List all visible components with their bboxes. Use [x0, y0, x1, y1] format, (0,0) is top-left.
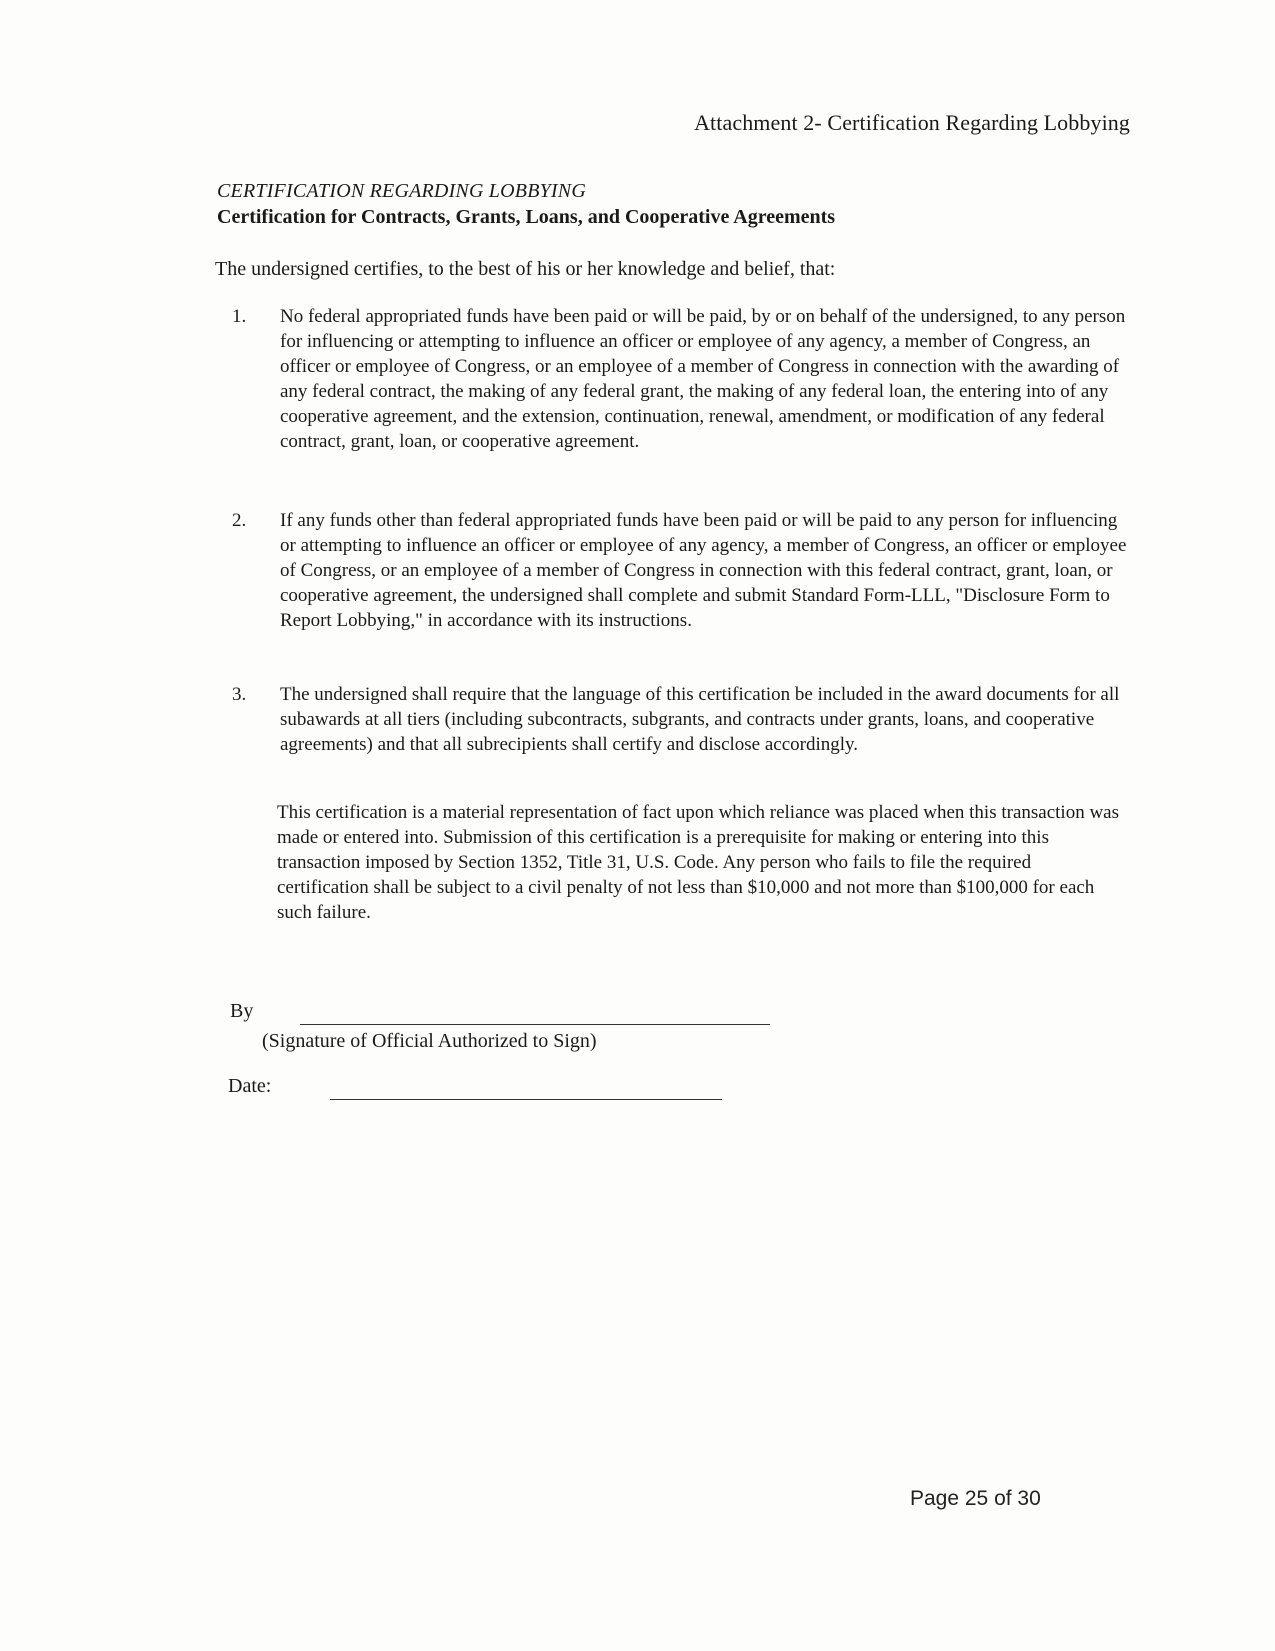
list-item — [232, 682, 1132, 757]
list-item-text: The undersigned shall require that the language of this certification be included in the award documents for all subawards at all tiers (including subcontracts, subgrants, and contracts under grants, loans, and cooperative agreements) and that all subrecipients shall certify and disclose accordingly. — [280, 684, 1120, 755]
certification-title: CERTIFICATION REGARDING LOBBYING — [217, 180, 586, 202]
list-item-text: No federal appropriated funds have been paid or will be paid, by or on behalf of the undersigned, to any person for influencing or attempting to influence an officer or employee of any agency, a member of Congress, an officer or employee of Congress, or an employee of a member of Congress in connection with the awarding of any federal contract, the making of any federal grant, the making of any federal loan, the entering into of any cooperative agreement, and the extension, continuation, renewal, amendment, or modification of any federal contract, grant, loan, or cooperative agreement. — [280, 306, 1126, 452]
list-item-number: 1. — [232, 306, 247, 327]
closing-paragraph: This certification is a material representation of fact upon which reliance was placed when this transaction was made or entered into. Submission of this certification is a prerequisite for making or entering into this transaction imposed by Section 1352, Title 31, U.S. Code. Any person who fails to file the required certification shall be subject to a civil penalty of not less than $10,000 and not more than $100,000 for each such failure. — [277, 802, 1120, 923]
list-item-text: If any funds other than federal appropriated funds have been paid or will be paid to any person for influencing or attempting to influence an officer or employee of any agency, a member of Congress, an officer or employee of Congress, or an employee of a member of Congress in connection with this federal contract, grant, loan, or cooperative agreement, the undersigned shall complete and submit Standard Form-LLL, "Disclosure Form to Report Lobbying," in accordance with its instructions. — [280, 510, 1127, 631]
signature-line[interactable] — [300, 1024, 770, 1025]
intro-statement: The undersigned certifies, to the best of his or her knowledge and belief, that: — [215, 258, 836, 280]
list-item — [232, 508, 1132, 633]
list-item-number: 2. — [232, 510, 247, 531]
list-item-number: 3. — [232, 684, 247, 705]
date-line[interactable] — [330, 1099, 722, 1100]
list-item — [232, 304, 1132, 454]
attachment-header: Attachment 2- Certification Regarding Lobbying — [694, 110, 1130, 135]
by-label: By — [230, 1000, 254, 1022]
title-block — [217, 178, 1117, 230]
date-label: Date: — [228, 1075, 272, 1097]
date-row — [228, 1075, 728, 1111]
certification-subtitle: Certification for Contracts, Grants, Loans, and Cooperative Agreements — [217, 206, 836, 228]
page-number: Page 25 of 30 — [910, 1487, 1041, 1510]
signature-caption: (Signature of Official Authorized to Sign) — [262, 1030, 597, 1052]
